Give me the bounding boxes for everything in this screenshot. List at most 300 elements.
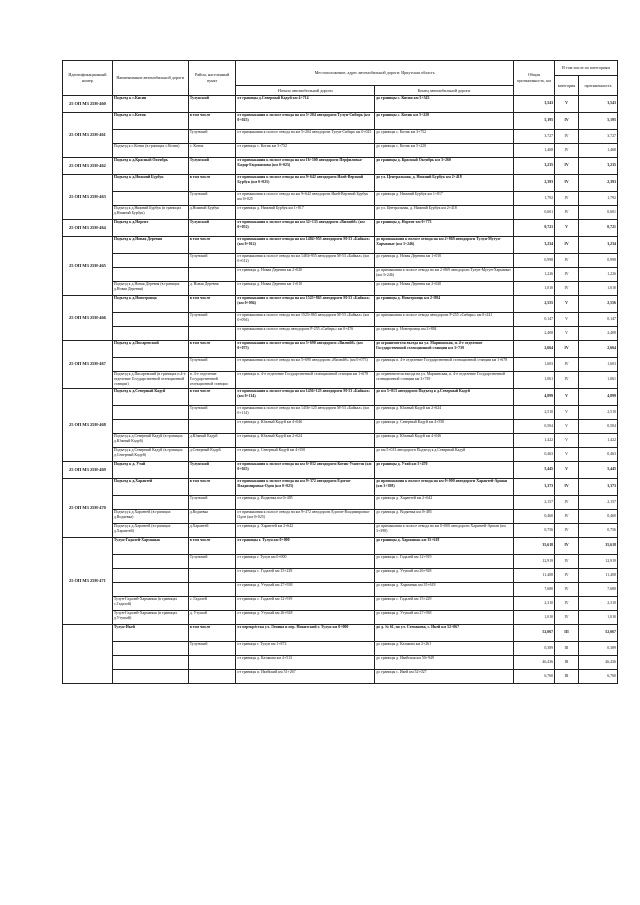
district-cell: Тулунский — [188, 461, 236, 478]
road-name-cell — [112, 568, 188, 582]
road-name-cell — [112, 655, 188, 669]
category-cell: IV — [555, 495, 579, 509]
road-name-cell: Подъезд к д.Северный Кадуй (в границах д.Южный Кадуй) — [112, 433, 188, 447]
district-cell: в том числе — [188, 388, 236, 405]
district-cell: д.Южный Кадуй — [188, 433, 236, 447]
table-row — [63, 327, 618, 341]
header-start: Начало автомобильной дороги — [236, 86, 375, 96]
road-start-cell: от границы с. Гадалей км 15+229 — [236, 568, 375, 582]
road-end-cell: до границы д. Харманык км 35+618 — [375, 537, 514, 554]
road-end-cell: до границы д. Южный Кадуй км 4+046 — [375, 433, 514, 447]
category-length-cell: 2,408 — [578, 327, 617, 341]
category-length-cell: 35,618 — [578, 537, 617, 554]
table-row — [63, 144, 618, 158]
length-cell: 2,555 — [513, 296, 554, 313]
road-start-cell: от примыкания к полосе отвода на км 1484+955 автодороги М-53 «Байкал» (км 0+012) — [236, 254, 375, 268]
table-row — [63, 447, 618, 461]
road-end-cell: до ограничителя въезда на ул. Мариинская, п. 4-е отделение Государственной селекционной станции км 3+739 — [375, 372, 514, 389]
category-cell: IV — [555, 372, 579, 389]
road-end-cell: до ограничителя въезда на ул. Мариинская, п. 4-е отделение Государственной селекционной станции км 3+739 — [375, 341, 514, 358]
category-length-cell: 52,067 — [578, 624, 617, 641]
road-end-cell: до примыкания к полосе отвода на км 0+000 автодороги Харантей-Аршан (км 3+398) — [375, 523, 514, 537]
road-end-cell: до границы д. Южный Кадуй км 2+624 — [375, 405, 514, 419]
table-row — [63, 175, 618, 192]
road-start-cell: от границы д.Северный Кадуй км 4+714 — [236, 96, 375, 113]
category-length-cell: 0,998 — [578, 254, 617, 268]
district-cell — [188, 669, 236, 683]
road-name-cell: Подъезд к с.Кисин — [112, 96, 188, 113]
table-row — [63, 358, 618, 372]
category-length-cell: 1,061 — [578, 372, 617, 389]
road-name-cell — [112, 192, 188, 206]
road-start-cell: от границы д. Харантей км 2+642 — [236, 523, 375, 537]
category-length-cell: 5,195 — [578, 113, 617, 130]
road-name-cell — [112, 254, 188, 268]
category-cell: IV — [555, 596, 579, 610]
road-id-cell: 25 ОП МЗ 25Н-462 — [63, 158, 113, 175]
category-cell: III — [555, 669, 579, 683]
length-cell: 4,899 — [513, 388, 554, 405]
length-cell: 52,067 — [513, 624, 554, 641]
category-cell: IV — [555, 254, 579, 268]
road-start-cell: от примыкания к полосе отвода на км 1525+865 автодороги М-53 «Байкал» (км 0+094) — [236, 313, 375, 327]
road-name-cell — [112, 495, 188, 509]
category-cell: IV — [555, 610, 579, 624]
road-start-cell: от границы д. Нижний Бурбук км 1+817 — [236, 206, 375, 220]
table-row — [63, 568, 618, 582]
category-cell: IV — [555, 509, 579, 523]
length-cell: 2,510 — [513, 405, 554, 419]
road-end-cell: до границы д. Икейская км 50+949 — [375, 655, 514, 669]
category-cell: IV — [555, 268, 579, 282]
road-start-cell: от примыкания к полосе отвода на км 5+690 автодороги «Вилюйб» (км 0+075) — [236, 358, 375, 372]
road-start-cell: от примыкания к полосе отвода на км 9+642 автодороги Икей-Верхний Бурбук (км 0+025) — [236, 175, 375, 192]
road-name-cell — [112, 327, 188, 341]
table-row — [63, 313, 618, 327]
table-row — [63, 192, 618, 206]
road-id-cell: 25 ОП МЗ 25Н-468 — [63, 388, 113, 461]
road-start-cell: от примыкания к полосе отвода на км 1525+865 автодороги М-53 «Байкал» (км 0+094) — [236, 296, 375, 313]
length-cell: 12,919 — [513, 554, 554, 568]
header-end: Конец автомобильной дороги — [375, 86, 514, 96]
road-end-cell: до границы д. Северный Кадуй км 4+550 — [375, 419, 514, 433]
road-end-cell: до границы д. Норгит км 0+773 — [375, 220, 514, 237]
length-cell: 7,680 — [513, 582, 554, 596]
road-end-cell: до границы с. Икей км 52+027 — [375, 669, 514, 683]
road-name-cell: Тулун-Гадалей-Харманык — [112, 537, 188, 554]
road-name-cell: Подъезд к д.Новая Деревня — [112, 237, 188, 254]
road-id-cell: 25 ОП МЗ 25Н-465 — [63, 237, 113, 296]
category-length-cell: 3,235 — [578, 158, 617, 175]
road-start-cell: от границы г. Тулун км 0+000 — [236, 554, 375, 568]
table-row — [63, 509, 618, 523]
district-cell: в том числе — [188, 478, 236, 495]
road-id-cell: 25 ОП МЗ 25Н-470 — [63, 478, 113, 537]
district-cell: в том числе — [188, 537, 236, 554]
road-end-cell: до границы д. Нижний Бурбук км 1+817 — [375, 192, 514, 206]
table-row — [63, 405, 618, 419]
header-category: категория — [555, 76, 579, 96]
category-cell: IV — [555, 144, 579, 158]
road-name-cell: Подъезд к д.Красный Октябрь — [112, 158, 188, 175]
category-cell: V — [555, 313, 579, 327]
road-name-cell — [112, 419, 188, 433]
road-start-cell: от границы д. Новая Деревня км 1+010 — [236, 282, 375, 296]
road-start-cell: от границы с. Гадалей км 12+919 — [236, 596, 375, 610]
district-cell: Тулунский — [188, 220, 236, 237]
category-length-cell: 0,389 — [578, 641, 617, 655]
category-cell: IV — [555, 478, 579, 495]
category-cell: IV — [555, 568, 579, 582]
road-name-cell: Подъезд к д.Нижний Бурбук — [112, 175, 188, 192]
table-row — [63, 641, 618, 655]
road-id-cell: 25 ОП МЗ 25Н-460 — [63, 96, 113, 113]
table-row — [63, 582, 618, 596]
table-row — [63, 282, 618, 296]
length-cell: 0,463 — [513, 447, 554, 461]
district-cell: в том числе — [188, 296, 236, 313]
road-name-cell — [112, 313, 188, 327]
length-cell: 1,792 — [513, 192, 554, 206]
header-incl-length: протяженность — [578, 76, 617, 96]
category-cell: IV — [555, 158, 579, 175]
table-row — [63, 341, 618, 358]
district-cell: Тулунский — [188, 405, 236, 419]
length-cell: 0,721 — [513, 220, 554, 237]
length-cell: 5,195 — [513, 113, 554, 130]
road-name-cell: Тулун-Гадалей-Харманык (в границах д.Утушай) — [112, 610, 188, 624]
length-cell: 1,010 — [513, 282, 554, 296]
road-name-cell — [112, 405, 188, 419]
category-length-cell: 2,510 — [578, 405, 617, 419]
table-row — [63, 554, 618, 568]
district-cell: в том числе — [188, 175, 236, 192]
table-row — [63, 655, 618, 669]
length-cell: 3,373 — [513, 478, 554, 495]
category-cell: V — [555, 388, 579, 405]
road-id-cell: 25 ОП МЗ 25Н-466 — [63, 296, 113, 341]
road-start-cell: от примыкания к полосе отвода на км 1456+125 автодороги М-53 «Байкал» (км 0+114) — [236, 405, 375, 419]
length-cell: 1,603 — [513, 358, 554, 372]
road-end-cell: до границы д. Новотроицк км 2+884 — [375, 296, 514, 313]
table-row — [63, 610, 618, 624]
road-end-cell: до ул. Центральная, д. Нижний Бурбук км 2+418 — [375, 206, 514, 220]
district-cell: д. Новая Деревня — [188, 282, 236, 296]
road-start-cell: от границы с. Котик км 3+752 — [236, 144, 375, 158]
category-length-cell: 4,899 — [578, 388, 617, 405]
length-cell: 11,408 — [513, 568, 554, 582]
category-length-cell: 3,543 — [578, 96, 617, 113]
district-cell: в том числе — [188, 624, 236, 641]
road-end-cell: до границы д. Новотроицк км 2+884 — [375, 327, 514, 341]
road-end-cell: до границы с. Котик км 5+220 — [375, 144, 514, 158]
category-cell: V — [555, 220, 579, 237]
road-id-cell: 25 ОП МЗ 25Н-467 — [63, 341, 113, 389]
category-cell: IV — [555, 175, 579, 192]
road-start-cell: от примыкания к полосе отвода на км 9+372 автодороги Едогон-Владимировка-Одон (км 0+025) — [236, 478, 375, 495]
road-name-cell: Подъезд к д.Нижний Бурбук (в границах д.Нижний Бурбук) — [112, 206, 188, 220]
table-row — [63, 268, 618, 282]
road-name-cell: Тулун-Гадалей-Харманык (в границах с.Гадалей) — [112, 596, 188, 610]
road-name-cell: Подъезд к д.Писаревский — [112, 341, 188, 358]
category-cell: IV — [555, 537, 579, 554]
district-cell: в том числе — [188, 341, 236, 358]
table-row — [63, 237, 618, 254]
road-name-cell: Подъезд к д.Северный Кадуй (в границах д.Северный Кадуй) — [112, 447, 188, 461]
category-length-cell: 0,460 — [578, 509, 617, 523]
table-row — [63, 624, 618, 641]
category-cell: IV — [555, 130, 579, 144]
category-cell: IV — [555, 358, 579, 372]
category-cell: IV — [555, 341, 579, 358]
table-row — [63, 523, 618, 537]
road-start-cell: от примыкания к полосе отвода на км 16+500 автодороги Перфиловка-Бадар-Евдокимова (км 0+025) — [236, 158, 375, 175]
table-row — [63, 388, 618, 405]
road-end-cell: до д. № 61, по ул. Степанова, с. Икей км 52+067 — [375, 624, 514, 641]
road-name-cell: Подъезд к д.Северный Кадуй — [112, 388, 188, 405]
road-end-cell: до границы д. Утушай км 26+928 — [375, 568, 514, 582]
road-name-cell: Подъезд к с.Котик — [112, 113, 188, 130]
category-cell: IV — [555, 282, 579, 296]
category-cell: IV — [555, 113, 579, 130]
road-end-cell: до примыкания к полосе отвода на км 0+000 автодороги Харантей-Аршан (км 3+398) — [375, 478, 514, 495]
table-row — [63, 372, 618, 389]
district-cell: д.Нижний Бурбук — [188, 206, 236, 220]
road-name-cell — [112, 641, 188, 655]
header-incl: В том числе по категориям — [555, 61, 618, 76]
road-start-cell: от границы п. 4-е отделение Государственной селекционной станции км 1+678 — [236, 372, 375, 389]
district-cell: п. 4-е отделение Государственной селекционной станции — [188, 372, 236, 389]
category-cell: V — [555, 96, 579, 113]
category-length-cell: 0,721 — [578, 220, 617, 237]
road-end-cell: до границы д. Утушай км 27+938 — [375, 610, 514, 624]
length-cell: 3,235 — [513, 158, 554, 175]
table-row — [63, 158, 618, 175]
road-name-cell — [112, 582, 188, 596]
length-cell: 0,601 — [513, 206, 554, 220]
category-cell: III — [555, 641, 579, 655]
category-cell: III — [555, 655, 579, 669]
length-cell: 0,998 — [513, 254, 554, 268]
district-cell — [188, 568, 236, 582]
road-start-cell: от примыкания к полосе отвода на км 5+204 автодороги Тулун-Сибирь км 0+025 — [236, 130, 375, 144]
length-cell: 35,618 — [513, 537, 554, 554]
category-cell: IV — [555, 192, 579, 206]
category-length-cell: 1,010 — [578, 282, 617, 296]
table-row — [63, 478, 618, 495]
road-end-cell: до границы с. Котик км 5+220 — [375, 113, 514, 130]
table-row — [63, 96, 618, 113]
road-end-cell: до границы д. Красный Октябрь км 3+260 — [375, 158, 514, 175]
road-end-cell: до примыкания к полосе отвода автодороги Р-255 «Сибирь» км 0+241 — [375, 313, 514, 327]
road-id-cell — [63, 624, 113, 683]
district-cell: Тулунский — [188, 254, 236, 268]
category-length-cell: 0,756 — [578, 523, 617, 537]
road-end-cell: до границы с. Гадалей км 15+229 — [375, 596, 514, 610]
road-start-cell: от границы п. Икейский км 51+267 — [236, 669, 375, 683]
road-id-cell: 25 ОП МЗ 25Н-463 — [63, 175, 113, 220]
category-cell: V — [555, 419, 579, 433]
road-end-cell: до примыкания к полосе отвода на км 2+869 автодороги Тулун-Мугун-Харманыт (км 3+246) — [375, 268, 514, 282]
road-name-cell: Подъезд к с.Котик (в границах с.Котик) — [112, 144, 188, 158]
document-sheet — [62, 60, 618, 684]
road-name-cell: Подъезд к д.Харантей (в границах д.Водяевка) — [112, 509, 188, 523]
road-name-cell: Подъезд к д.Писаревский (в границах п.4-е отделение Государственной селекционной станции) — [112, 372, 188, 389]
road-name-cell — [112, 268, 188, 282]
category-length-cell: 1,226 — [578, 268, 617, 282]
district-cell — [188, 582, 236, 596]
category-cell: V — [555, 433, 579, 447]
category-length-cell: 7,680 — [578, 582, 617, 596]
district-cell: Тулунский — [188, 158, 236, 175]
category-cell: IV — [555, 582, 579, 596]
header-id: Идентификационный номер — [63, 61, 113, 96]
category-cell: V — [555, 296, 579, 313]
road-start-cell: от границы д. Казакова км 4+513 — [236, 655, 375, 669]
road-name-cell: Подъезд к д.Харантей — [112, 478, 188, 495]
length-cell: 2,408 — [513, 327, 554, 341]
road-start-cell: от границы г. Тулун км 0+000 — [236, 537, 375, 554]
road-start-cell: от примыкания к полосе отвода на км 1484+955 автодороги М-53 «Байкал» (км 0+012) — [236, 237, 375, 254]
category-length-cell: 2,556 — [578, 296, 617, 313]
road-name-cell: Тулун-Икей — [112, 624, 188, 641]
road-end-cell: до границы д. Водяевка км 0+485 — [375, 509, 514, 523]
road-end-cell: до границы д. Утай км 5+470 — [375, 461, 514, 478]
road-name-cell: Подъезд к д. Утай — [112, 461, 188, 478]
road-end-cell: до границы д. Казакова км 2+261 — [375, 641, 514, 655]
table-row — [63, 596, 618, 610]
district-cell: д.Харантей — [188, 523, 236, 537]
category-length-cell: 0,601 — [578, 206, 617, 220]
road-id-cell: 25 ОП МЗ 25Н-464 — [63, 220, 113, 237]
district-cell — [188, 419, 236, 433]
district-cell: д.Водяевка — [188, 509, 236, 523]
road-name-cell: Подъезд к д.Норгит — [112, 220, 188, 237]
road-end-cell: до границы с. Котик км 3+752 — [375, 130, 514, 144]
road-start-cell: от примыкания к полосе отвода на км 1456+125 автодороги М-53 «Байкал» (км 0+114) — [236, 388, 375, 405]
road-start-cell: от границы д. Северный Кадуй км 4+550 — [236, 447, 375, 461]
category-length-cell: 6,760 — [578, 669, 617, 683]
table-row — [63, 220, 618, 237]
district-cell: Тулунский — [188, 358, 236, 372]
category-length-cell: 46,436 — [578, 655, 617, 669]
road-end-cell: до границы с. Гадалей км 12+919 — [375, 554, 514, 568]
length-cell: 2,393 — [513, 175, 554, 192]
district-cell: Тулунский — [188, 313, 236, 327]
road-start-cell: от примыкания к полосе отвода на км 6+832 автодороги Котик-Уматгэн (км 0+025) — [236, 461, 375, 478]
road-name-cell — [112, 554, 188, 568]
table-row — [63, 113, 618, 130]
road-start-cell: от примыкания к полосе отвода на км 9+642 автодороги Икей-Верхний Бурбук км 0+025 — [236, 192, 375, 206]
category-cell: V — [555, 405, 579, 419]
category-cell: IV — [555, 206, 579, 220]
road-end-cell: до границы д. Новая Деревня км 2+020 — [375, 282, 514, 296]
category-length-cell: 3,373 — [578, 478, 617, 495]
road-start-cell: от границы г. Тулун км 1+872 — [236, 641, 375, 655]
category-length-cell: 0,504 — [578, 419, 617, 433]
district-cell: Тулунский — [188, 495, 236, 509]
length-cell: 1,226 — [513, 268, 554, 282]
length-cell: 6,760 — [513, 669, 554, 683]
road-name-cell: Подъезд к д.Харантей (в границах д.Харантей) — [112, 523, 188, 537]
length-cell: 3,727 — [513, 130, 554, 144]
category-length-cell: 1,468 — [578, 144, 617, 158]
table-row — [63, 206, 618, 220]
road-end-cell: до примыкания к полосе отвода на км 2+869 автодороги Тулун-Мугун-Харманыт (км 3+246) — [375, 237, 514, 254]
category-length-cell: 11,408 — [578, 568, 617, 582]
length-cell: 1,010 — [513, 610, 554, 624]
length-cell: 5,445 — [513, 461, 554, 478]
road-start-cell: от примыкания к полосе отвода на км 5+204 автодороги Тулун-Сибирь (км 0+025) — [236, 113, 375, 130]
length-cell: 0,147 — [513, 313, 554, 327]
road-id-cell: 25 ОП МЗ 25Н-471 — [63, 537, 113, 624]
road-name-cell — [112, 669, 188, 683]
table-row — [63, 296, 618, 313]
road-start-cell: от границы д. Новая Деревня км 2+020 — [236, 268, 375, 282]
table-row — [63, 130, 618, 144]
header-location: Местоположение, адрес автомобильной дороги: Иркутская область — [236, 61, 513, 86]
district-cell: с. Котик — [188, 144, 236, 158]
header-district: Район, населенный пункт — [188, 61, 236, 96]
roads-table-body — [63, 96, 618, 684]
district-cell — [188, 327, 236, 341]
road-name-cell: Подъезд к д.Новая Деревня (в границах д.Новая Деревня) — [112, 282, 188, 296]
roads-table — [62, 60, 618, 684]
header-name: Наименование автомобильной дороги — [112, 61, 188, 96]
district-cell: Тулунский — [188, 192, 236, 206]
road-end-cell: до границы д. Новая Деревня км 1+010 — [375, 254, 514, 268]
road-start-cell: от примыкания к полосе отвода на км 5+690 автодороги «Вилюйб» (км 0+075) — [236, 341, 375, 358]
road-name-cell — [112, 130, 188, 144]
category-length-cell: 1,792 — [578, 192, 617, 206]
length-cell: 1,422 — [513, 433, 554, 447]
category-cell: IV — [555, 554, 579, 568]
header-length: Общая протяженность, км — [513, 61, 554, 96]
category-length-cell: 1,010 — [578, 610, 617, 624]
category-length-cell: 0,147 — [578, 313, 617, 327]
category-cell: IV — [555, 523, 579, 537]
road-end-cell: до границы п. 4-е отделение Государственной селекционной станции км 1+678 — [375, 358, 514, 372]
road-name-cell — [112, 358, 188, 372]
category-length-cell: 3,234 — [578, 237, 617, 254]
length-cell: 0,504 — [513, 419, 554, 433]
road-start-cell: от примыкания к полосе отвода на км 32+133 автодороги «Вилюйб» (км 0+052) — [236, 220, 375, 237]
district-cell — [188, 268, 236, 282]
district-cell: Тулунский — [188, 641, 236, 655]
length-cell: 1,468 — [513, 144, 554, 158]
category-length-cell: 2,393 — [578, 175, 617, 192]
district-cell: в том числе — [188, 113, 236, 130]
category-length-cell: 2,157 — [578, 495, 617, 509]
road-start-cell: от примыкания к полосе отвода автодороги Р-255 «Сибирь» км 0+476 — [236, 327, 375, 341]
table-row — [63, 669, 618, 683]
road-end-cell: до границы д. Харантей км 2+642 — [375, 495, 514, 509]
category-cell: V — [555, 327, 579, 341]
category-cell: IV — [555, 237, 579, 254]
category-cell: V — [555, 461, 579, 478]
district-cell — [188, 655, 236, 669]
road-end-cell: до границы с. Кисин км 5+543 — [375, 96, 514, 113]
road-name-cell: Подъезд к д.Новотроицк — [112, 296, 188, 313]
road-start-cell: от границы д. Утушай км 26+928 — [236, 610, 375, 624]
road-start-cell: от границы д. Южный Кадуй км 2+624 — [236, 433, 375, 447]
district-cell: в том числе — [188, 237, 236, 254]
road-start-cell: от границы д. Утушай км 27+938 — [236, 582, 375, 596]
road-end-cell: до км 5+013 автодороги Подъезд к д.Северный Кадуй — [375, 447, 514, 461]
road-start-cell: от границы д. Южный Кадуй км 4+046 — [236, 419, 375, 433]
district-cell: д.Северный Кадуй — [188, 447, 236, 461]
category-cell: III — [555, 624, 579, 641]
